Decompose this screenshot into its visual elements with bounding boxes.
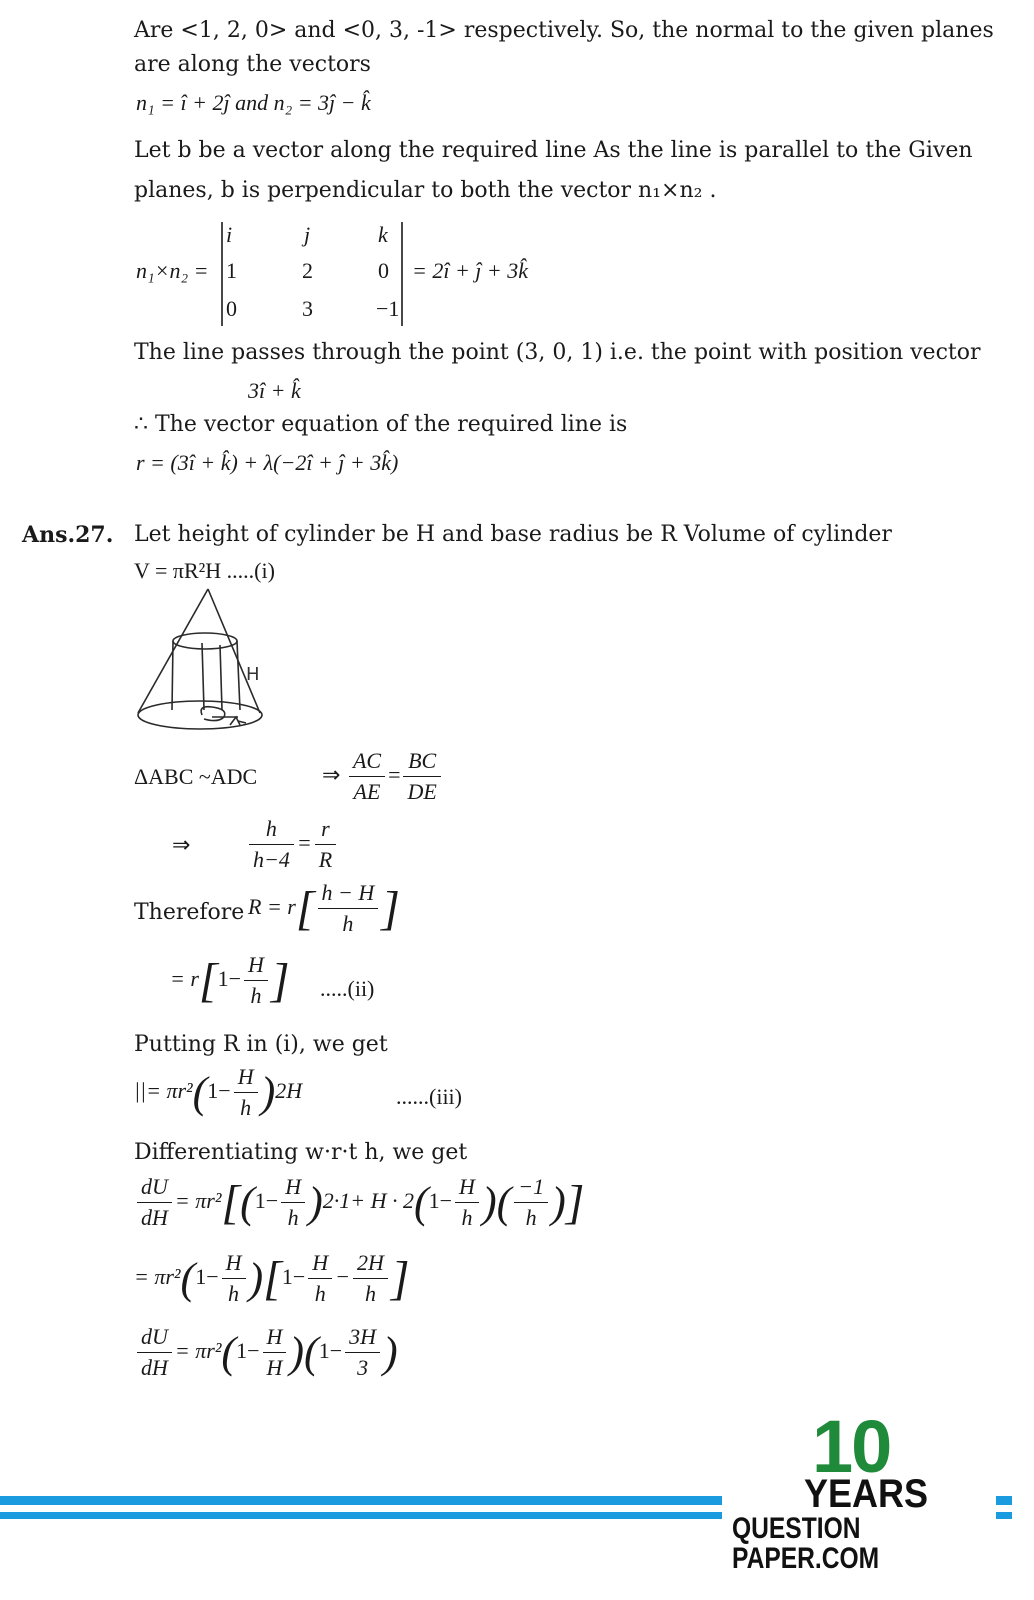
cone-cylinder-figure <box>130 585 280 740</box>
tag-iii: ......(iii) <box>396 1084 462 1109</box>
text-line: Putting R in (i), we get <box>134 1032 388 1057</box>
logo-ten: 10 <box>812 1405 891 1488</box>
footer-stripe <box>0 1512 722 1519</box>
derivative-eq-3: $\frac{dU}{dH}$ = πr²(1− $\frac{H}{H}$ )(1− $\frac{3H}{3}$ ) <box>134 1324 398 1382</box>
similar-triangles: ΔABC ~ADC <box>134 764 258 789</box>
ratio-eq-1: ⇒ $\frac{AC}{AE}$ = $\frac{BC}{DE}$ <box>322 748 444 806</box>
det-cell: i <box>226 222 233 247</box>
derivative-eq-1: $\frac{dU}{dH}$ = πr²[(1− $\frac{H}{h}$ )2·1+ H · 2(1− $\frac{H}{h}$ )( $\frac{-1}{h}$ )] <box>134 1174 584 1232</box>
det-cell: 2 <box>302 258 313 283</box>
det-cell: j <box>304 222 311 247</box>
det-lhs: n₁×n₂ = <box>136 258 209 283</box>
derivative-eq-2: = πr²(1− $\frac{H}{h}$ )[1− $\frac{H}{h}$ − $\frac{2H}{h}$ ] <box>134 1250 410 1307</box>
R-equation: R = r[ $\frac{h - H}{h}$ ] <box>248 880 400 937</box>
text-line: planes, b is perpendicular to both the vector n₁×n₂ . <box>134 178 717 203</box>
det-cell: 0 <box>226 296 237 321</box>
text-line: The line passes through the point (3, 0, 1) i.e. the point with position vector <box>134 340 981 365</box>
footer-stripe <box>996 1496 1012 1505</box>
det-cell: 0 <box>378 258 389 283</box>
tag-ii: .....(ii) <box>320 976 375 1001</box>
det-cell: 3 <box>302 296 313 321</box>
position-vector: 3î + k̂ <box>248 378 301 403</box>
footer-stripe <box>0 1496 722 1505</box>
det-cell: −1 <box>376 296 400 321</box>
text-line: Therefore <box>134 900 245 925</box>
text-line: Are <1, 2, 0> and <0, 3, -1> respectively. So, the normal to the given planes <box>134 18 994 43</box>
volume-eq: V = πR²H .....(i) <box>134 558 275 583</box>
det-cell: k <box>378 222 388 247</box>
R-equation-2: = r[1− $\frac{H}{h}$ ] <box>170 952 290 1009</box>
figure-label-h: H <box>246 664 260 685</box>
det-rhs: = 2î + ĵ + 3k̂ <box>412 258 529 283</box>
implies-symbol: ⇒ <box>172 832 191 857</box>
normal-vectors: n₁ = î + 2ĵ and n₂ = 3ĵ − k̂ <box>136 90 371 115</box>
volume-eq-iii: ||= πr²(1− $\frac{H}{h}$ )2H <box>134 1064 303 1121</box>
answer-label: Ans.27. <box>22 522 114 548</box>
ratio-eq-2: $\frac{h}{h-4}$ = $\frac{r}{R}$ <box>246 816 339 874</box>
text-line: are along the vectors <box>134 52 371 77</box>
text-line: ∴ The vector equation of the required line is <box>134 412 628 437</box>
text-line: Let height of cylinder be H and base radius be R Volume of cylinder <box>134 522 892 547</box>
text-line: Differentiating w·r·t h, we get <box>134 1140 468 1165</box>
det-cell: 1 <box>226 258 237 283</box>
implies-symbol: ⇒ <box>322 761 341 787</box>
logo-years: YEARS <box>804 1472 929 1516</box>
footer-stripe <box>996 1512 1012 1519</box>
line-equation: r = (3î + k̂) + λ(−2î + ĵ + 3k̂) <box>136 450 399 475</box>
logo-site: QUESTION PAPER.COM <box>732 1512 880 1575</box>
text-line: Let b be a vector along the required line As the line is parallel to the Given <box>134 138 973 163</box>
